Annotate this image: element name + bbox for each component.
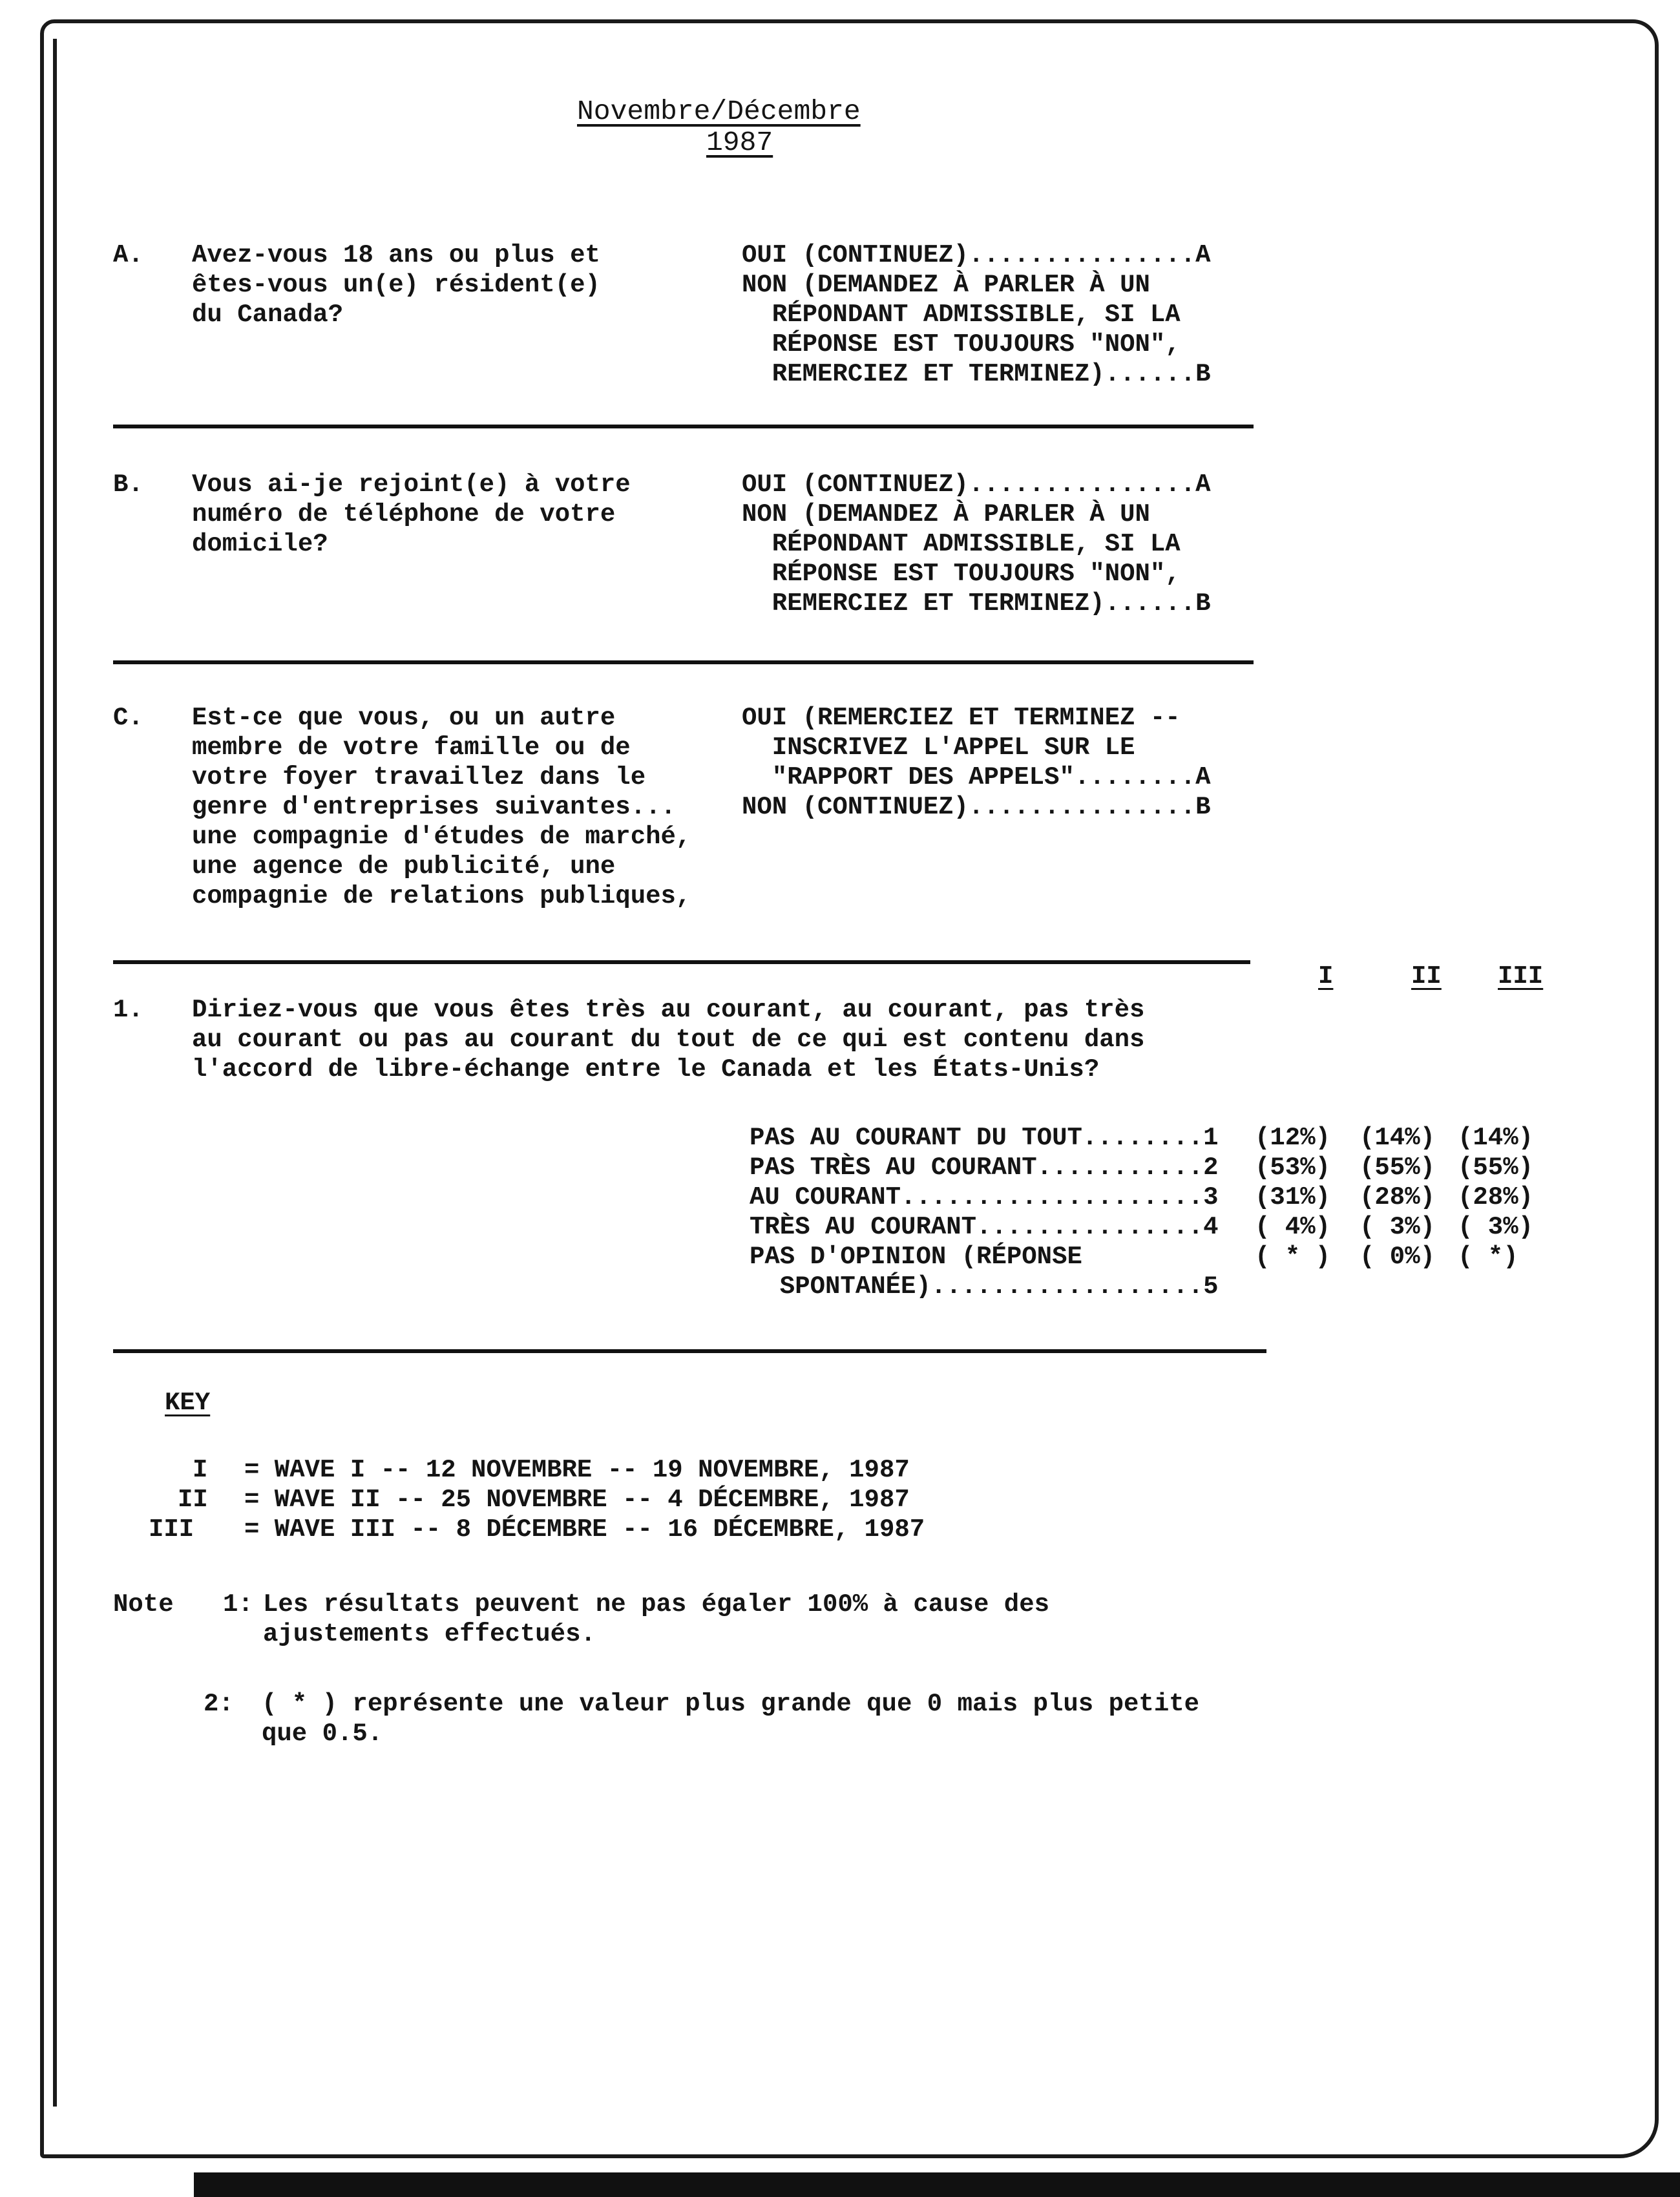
note-1-line: ajustements effectués. <box>263 1620 596 1648</box>
scan-edge-bar <box>194 2172 1680 2197</box>
wave-header-2: II <box>1411 962 1442 991</box>
note-label: Note <box>113 1590 174 1619</box>
binding-line <box>53 39 57 2107</box>
note-2-line: que 0.5. <box>262 1719 383 1748</box>
question-b-id: B. <box>113 470 143 499</box>
question-c-id: C. <box>113 704 143 732</box>
title-line-1: Novembre/Décembre <box>577 96 861 127</box>
question-1-id: 1. <box>113 996 143 1024</box>
key-title: KEY <box>165 1389 211 1417</box>
divider-b <box>113 660 1254 664</box>
title-line-2: 1987 <box>706 127 773 158</box>
divider-a <box>113 425 1254 428</box>
wave-header-1: I <box>1318 962 1334 991</box>
note-1-number: 1: <box>223 1590 253 1619</box>
note-2-line: ( * ) représente une valeur plus grande que 0 mais plus petite <box>262 1690 1200 1718</box>
note-2-number: 2: <box>204 1690 234 1718</box>
note-1-line: Les résultats peuvent ne pas égaler 100% à cause des <box>263 1590 1049 1619</box>
wave-header-3: III <box>1498 962 1544 991</box>
divider-c <box>113 960 1250 964</box>
divider-1 <box>113 1349 1266 1353</box>
question-a-id: A. <box>113 241 143 269</box>
